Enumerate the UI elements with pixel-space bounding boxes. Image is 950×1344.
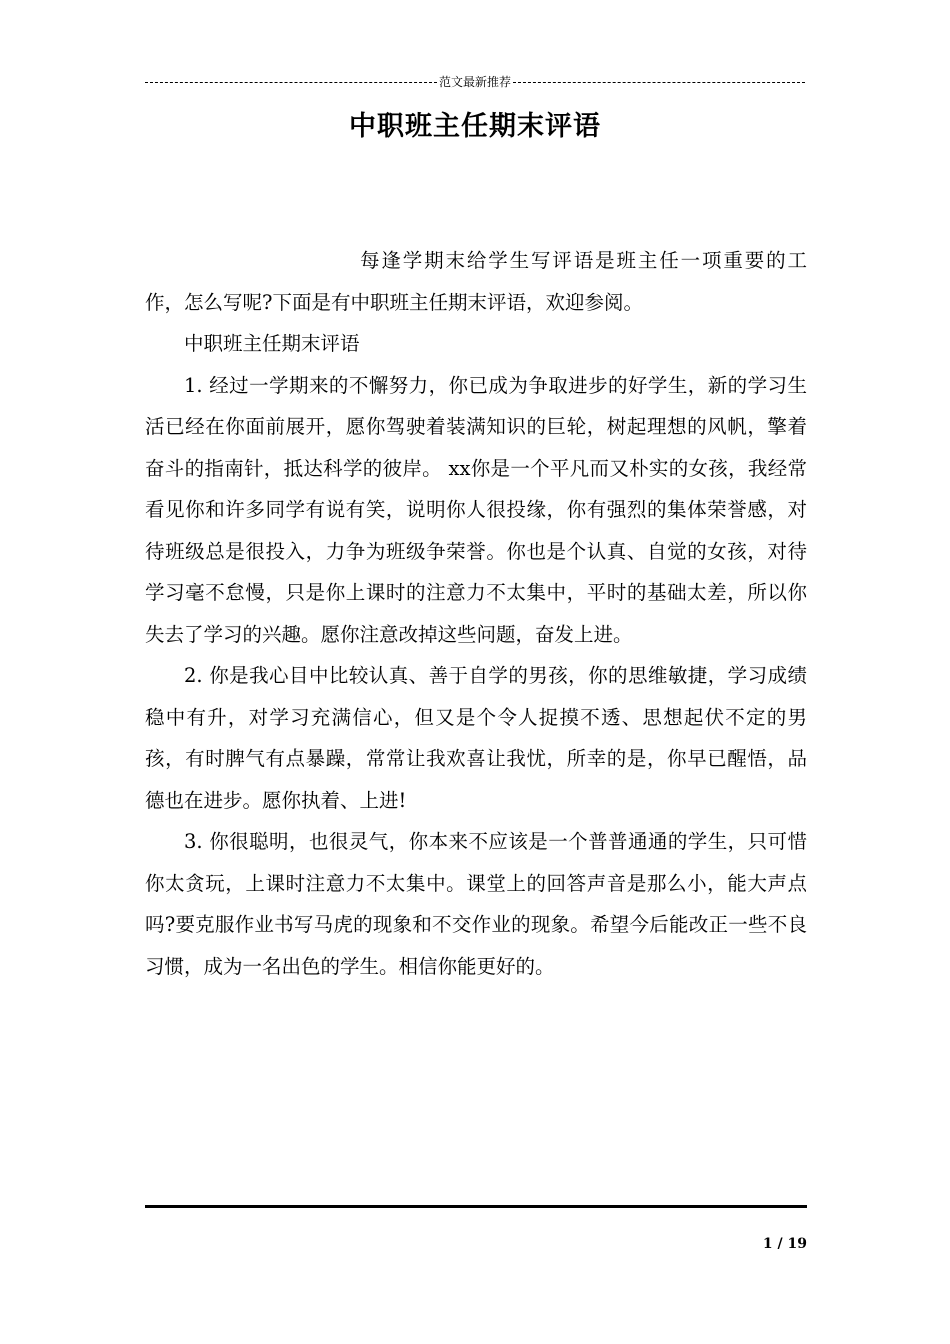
document-body — [145, 240, 807, 987]
intro-paragraph: 每逢学期末给学生写评语是班主任一项重要的工作，怎么写呢?下面是有中职班主任期末评语，欢迎参阅。 — [145, 249, 807, 314]
comment-paragraph-2: 2. 你是我心目中比较认真、善于自学的男孩，你的思维敏捷，学习成绩稳中有升，对学习充满信心，但又是个令人捉摸不透、思想起伏不定的男孩，有时脾气有点暴躁，常常让我欢喜让我忧，所幸的是，你早已醒悟，品德也在进步。愿你执着、上进! — [145, 664, 807, 812]
comment-paragraph-3: 3. 你很聪明，也很灵气，你本来不应该是一个普普通通的学生，只可惜你太贪玩，上课时注意力不太集中。课堂上的回答声音是那么小，能大声点吗?要克服作业书写马虎的现象和不交作业的现象。希望今后能改正一些不良习惯，成为一名出色的学生。相信你能更好的。 — [145, 830, 807, 978]
header-dash-left — [145, 82, 437, 83]
header-dash-right — [513, 82, 805, 83]
header-label: 范文最新推荐 — [439, 75, 512, 89]
footer-divider — [145, 1205, 807, 1208]
comment-paragraph-1: 1. 经过一学期来的不懈努力，你已成为争取进步的好学生，新的学习生活已经在你面前展开，愿你驾驶着装满知识的巨轮，树起理想的风帆，擎着奋斗的指南针，抵达科学的彼岸。 xx你是一个平凡而又朴实的女孩，我经常看见你和许多同学有说有笑，说明你人很投缘，你有强烈的集体荣誉感，对待班级总是很投入，力争为班级争荣誉。你也是个认真、自觉的女孩，对待学习毫不怠慢，只是你上课时的注意力不太集中，平时的基础太差，所以你失去了学习的兴趣。愿你注意改掉这些问题，奋发上进。 — [145, 373, 807, 646]
section-heading: 中职班主任期末评语 — [184, 332, 360, 355]
document-title: 中职班主任期末评语 — [349, 111, 601, 142]
page-number: 1 / 19 — [762, 1236, 807, 1252]
page-header — [145, 72, 805, 92]
